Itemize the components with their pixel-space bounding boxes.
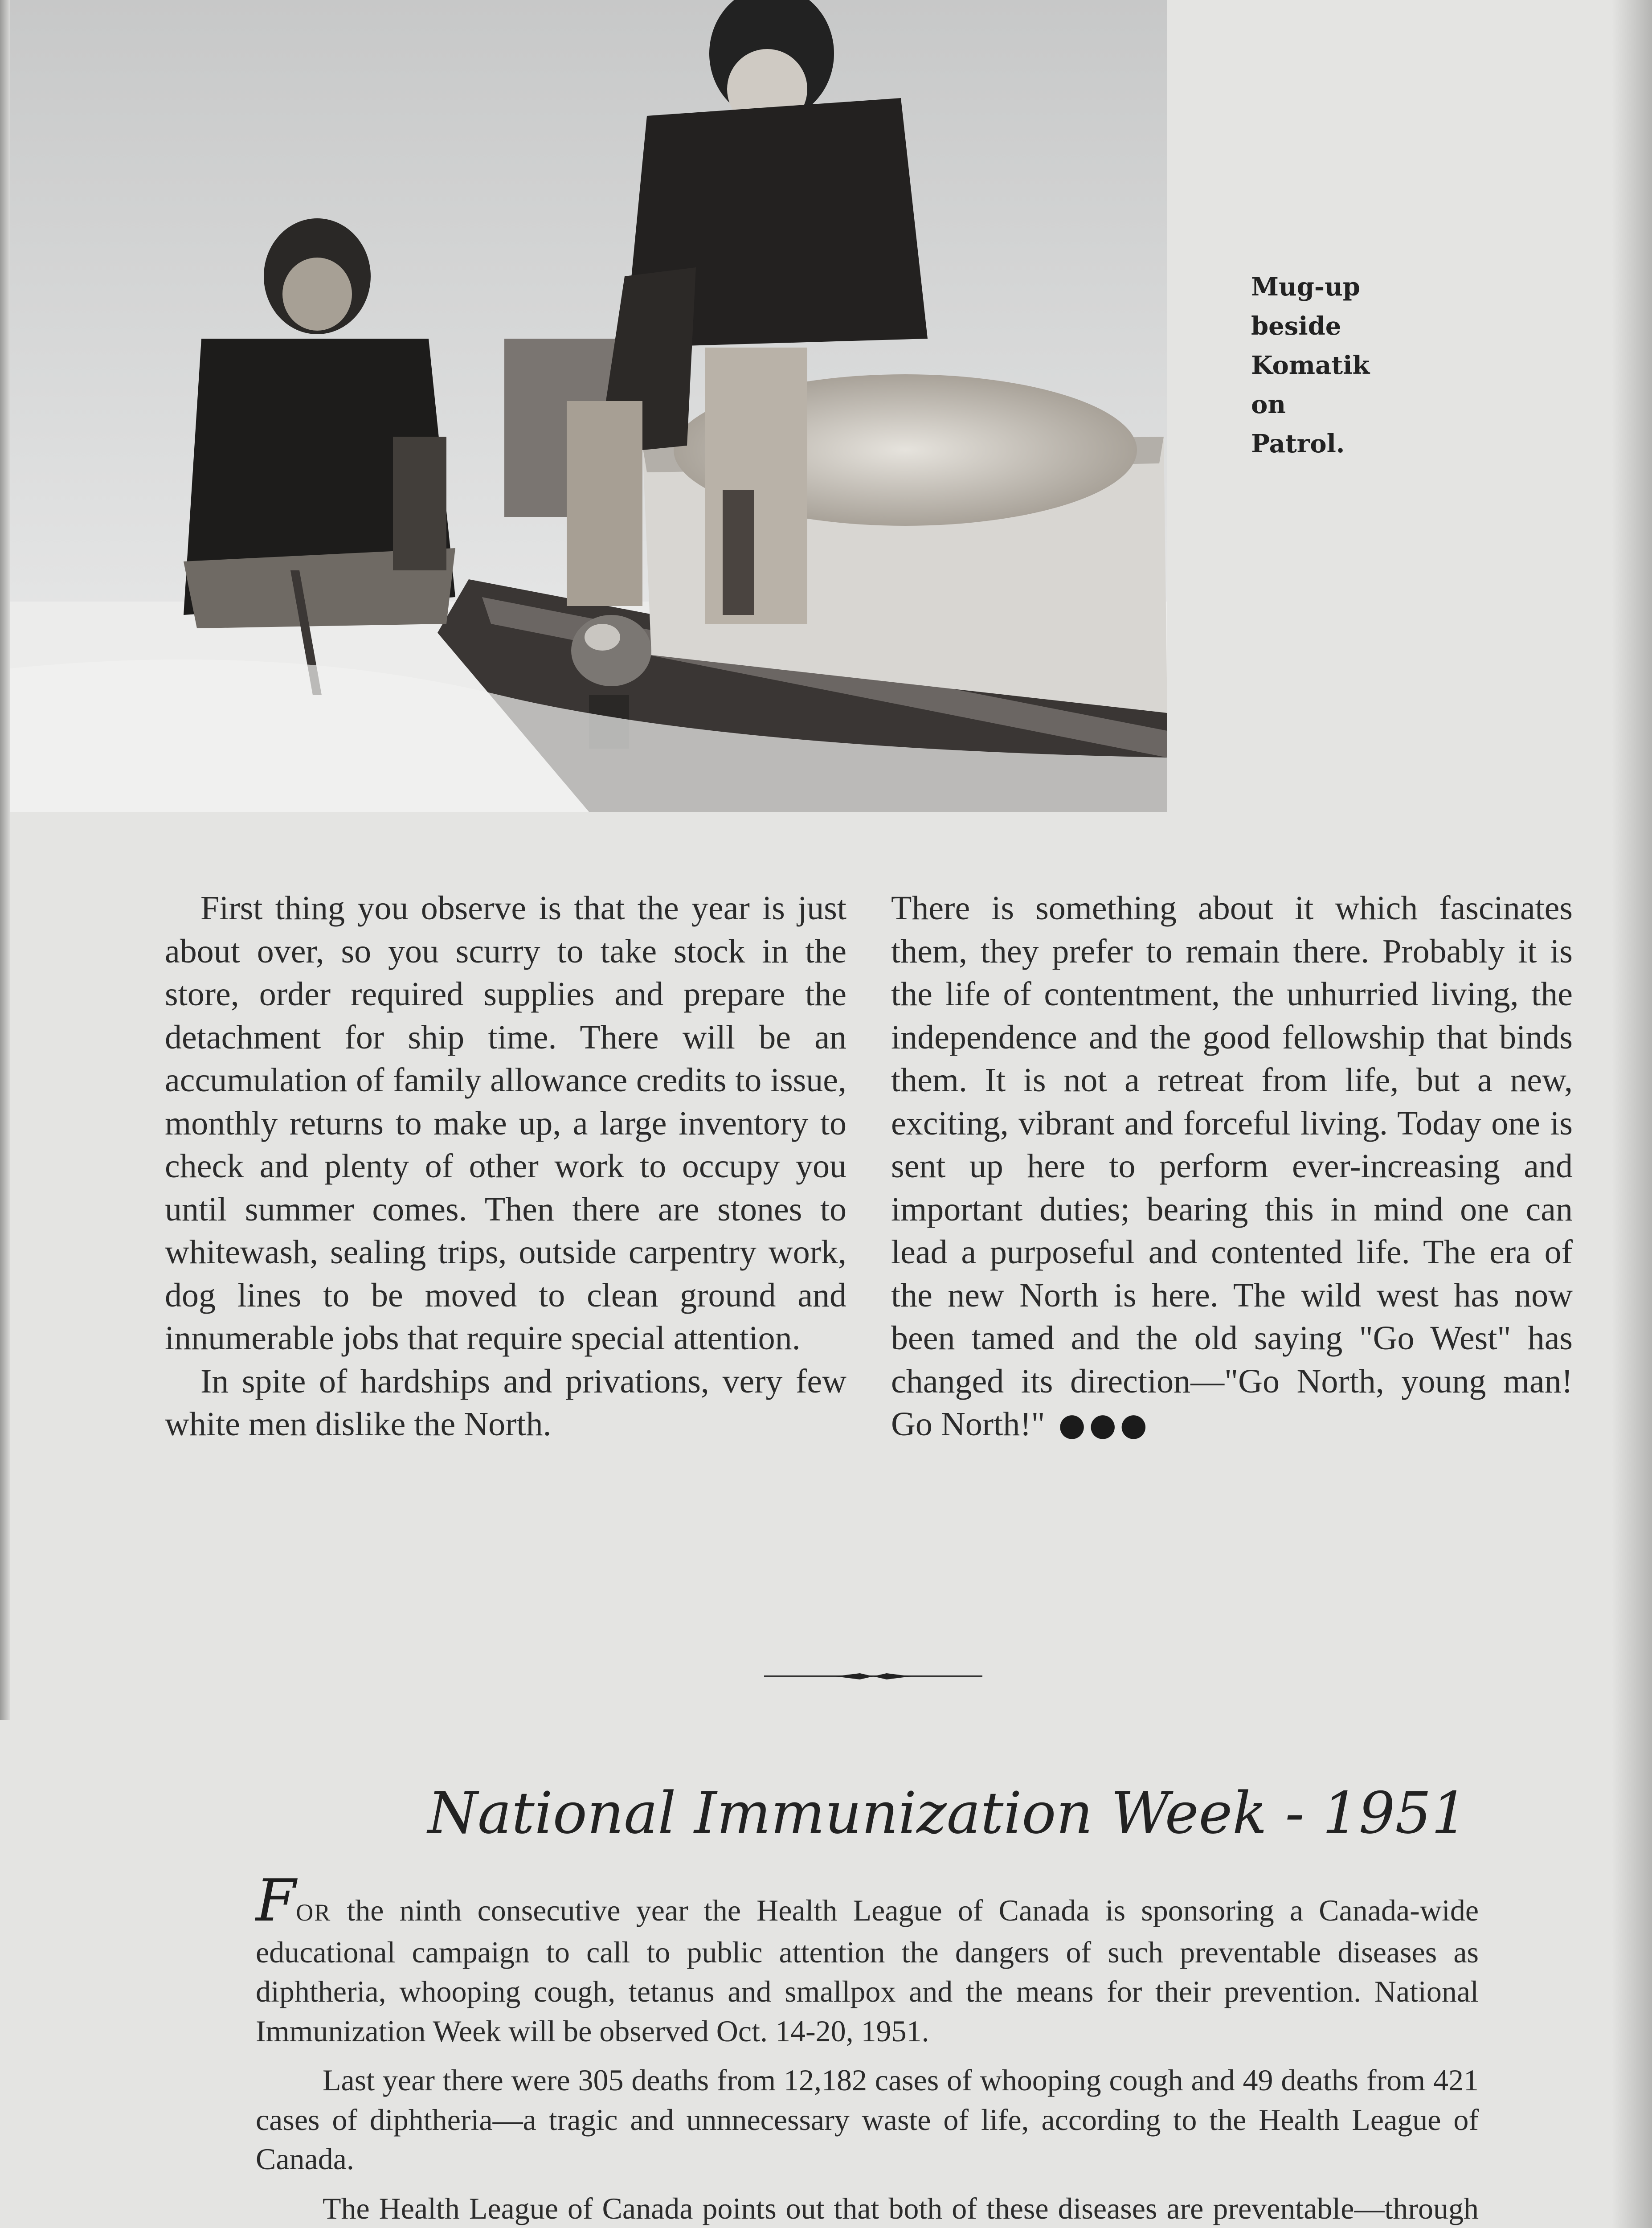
caption-line: on bbox=[1251, 390, 1286, 419]
caption-line: Komatik bbox=[1251, 351, 1370, 380]
article-body bbox=[256, 1867, 1479, 2228]
page-edge-left bbox=[0, 0, 10, 1720]
paragraph: In spite of hardships and privations, very few white men dislike the North. bbox=[165, 1362, 846, 1443]
paragraph: Last year there were 305 deaths from 12,182 cases of whooping cough and 49 deaths from 421 cases of diphtheria—a tragic and unnnecessary waste of life, according to the Health League of Canada. bbox=[256, 2063, 1479, 2176]
caption-line: Patrol. bbox=[1251, 429, 1345, 459]
paragraph: First thing you observe is that the year is just about over, so you scurry to take stock in the store, order required supplies and prepare the detachment for ship time. There will be an accumulation of family allowance credits to issue, monthly returns to make up, a large inventory to check and plenty of other work to occupy you until summer comes. Then there are stones to whitewash, sealing trips, outside carpentry work, dog lines to be moved to clean ground and innumerable jobs that require special attention. bbox=[165, 889, 846, 1357]
paragraph bbox=[256, 2189, 1479, 2228]
article-heading: National Immunization Week - 1951 bbox=[428, 1780, 1468, 1847]
page-edge-right bbox=[1612, 0, 1652, 2228]
end-mark: ●●● bbox=[1058, 1406, 1151, 1443]
right-column bbox=[891, 887, 1573, 1446]
patrol-photo bbox=[10, 0, 1167, 812]
paragraph-text: The Health League of Canada points out that both of these diseases are preventable—through bbox=[323, 2191, 1479, 2225]
photo-caption bbox=[1251, 267, 1411, 463]
caption-line: Mug-up bbox=[1251, 272, 1360, 302]
small-caps: OR bbox=[296, 1899, 331, 1926]
paragraph bbox=[891, 887, 1573, 1446]
paragraph bbox=[256, 1867, 1479, 2051]
drop-cap: F bbox=[256, 1867, 296, 1934]
paragraph-text: the ninth consecutive year the Health League of Canada is sponsoring a Canada-wide educational campaign to call to public attention the dangers of such preventable diseases as diphtheria, whooping cough, tetanus and smallpox and the means for their prevention. National Immunization Week will be observed Oct. 14-20, 1951. bbox=[256, 1893, 1479, 2048]
left-column bbox=[165, 887, 846, 1446]
caption-line: beside bbox=[1251, 311, 1341, 341]
section-divider bbox=[764, 1672, 982, 1681]
paragraph-text: There is something about it which fascinates them, they prefer to remain there. Probably it is the life of contentment, the unhurried living, the independence and the good fellowship that binds them. It is not a retreat from life, but a new, exciting, vibrant and forceful living. Today one is sent up here to perform ever-increasing and important duties; bearing this in mind one can lead a purposeful and contented life. The era of the new North is here. The wild west has now been tamed and the old saying "Go West" has changed its direction—"Go North, young man! Go North!" bbox=[891, 889, 1573, 1443]
